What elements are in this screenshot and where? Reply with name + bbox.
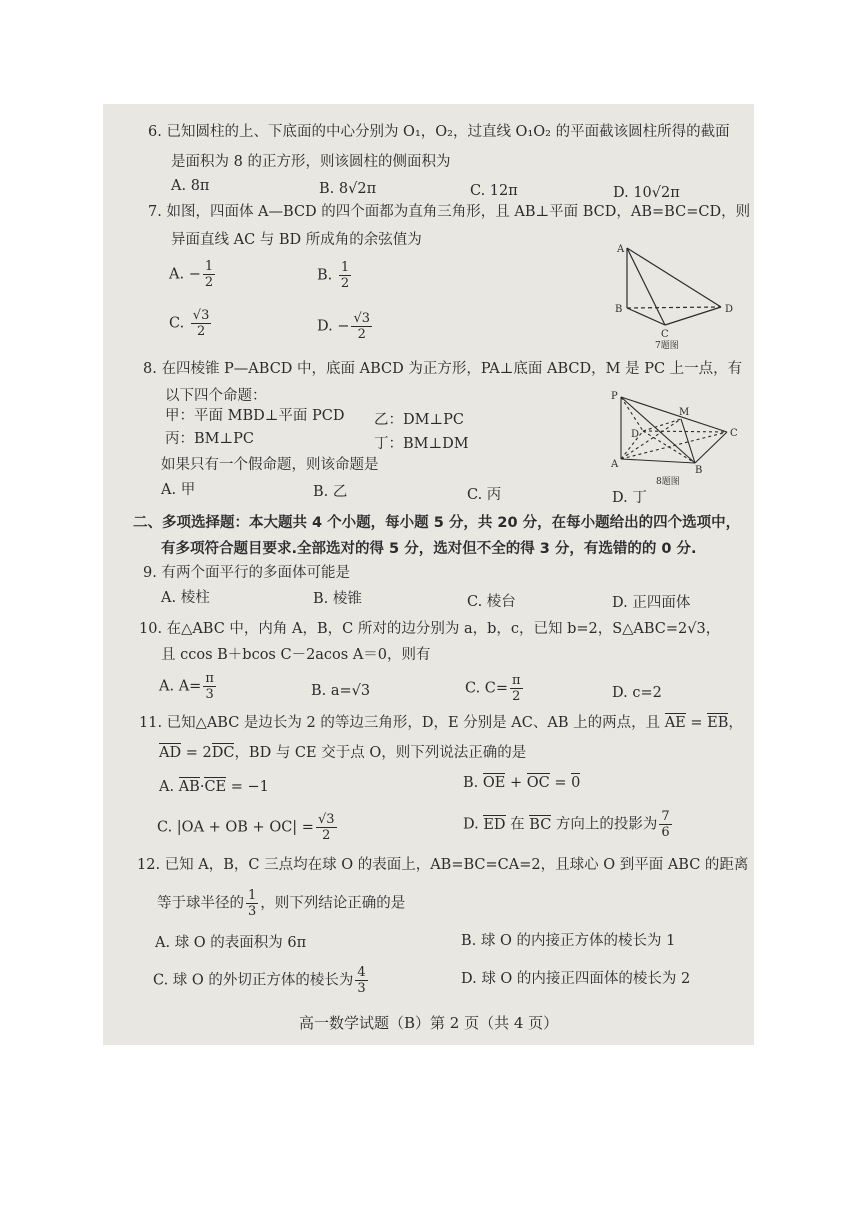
q9-option-d: D. 正四面体	[612, 595, 691, 611]
q12-option-c: C. 球 O 的外切正方体的棱长为 $\frac{4}{3}$	[153, 965, 366, 996]
q10-stem-line1: 10. 在△ABC 中，内角 A，B，C 所对的边分别为 a，b，c，已知 b=2，S△ABC=2√3，	[139, 621, 721, 637]
q11-option-c: C. |OA + OB + OC| = $\frac{√3}{2}$	[157, 812, 335, 843]
q12-stem-line1: 12. 已知 A，B，C 三点均在球 O 的表面上，AB=BC=CA=2，且球心 O 到平面 ABC 的距离	[137, 857, 749, 873]
q7-fig-label-c: C	[661, 329, 669, 340]
q10-option-b: B. a=√3	[311, 683, 371, 699]
q12-option-a: A. 球 O 的表面积为 6π	[155, 935, 307, 951]
q8-fig-label-a: A	[611, 459, 619, 470]
q12-stem-line2: 等于球半径的 $\frac{1}{3}$ ，则下列结论正确的是	[157, 888, 406, 919]
q8-proposition-jia: 甲：平面 MBD⊥平面 PCD	[165, 408, 345, 424]
q8-fig-label-m: M	[679, 407, 690, 418]
q7-option-d: D. − $\frac{√3}{2}$	[317, 311, 371, 342]
q7-option-b: B. $\frac{1}{2}$	[317, 260, 350, 291]
q11-stem-line2: AD = 2DC，BD 与 CE 交于点 O，则下列说法正确的是	[159, 745, 527, 761]
q8-stem-line1: 8. 在四棱锥 P—ABCD 中，底面 ABCD 为正方形，PA⊥底面 ABCD，M 是 PC 上一点，有	[143, 361, 743, 377]
q8-fig-label-d: D	[631, 429, 640, 440]
q9-option-c: C. 棱台	[467, 594, 516, 610]
q8-fig-label-p: P	[611, 391, 618, 402]
q8-option-c: C. 丙	[467, 487, 502, 503]
q8-stem-line5: 如果只有一个假命题，则该命题是	[161, 457, 379, 473]
q8-proposition-bing: 丙：BM⊥PC	[165, 431, 254, 447]
q9-option-a: A. 棱柱	[161, 590, 210, 606]
q7-fig-label-b: B	[615, 304, 623, 315]
q10-option-c: C. C= $\frac{\pi}{2}$	[465, 673, 521, 704]
q7-option-a: A. − $\frac{1}{2}$	[169, 259, 214, 290]
section2-heading-line1: 二、多项选择题：本大题共 4 个小题，每小题 5 分，共 20 分，在每小题给出的四个选项中，	[133, 515, 741, 531]
q8-fig-label-b: B	[695, 465, 703, 476]
q8-option-d: D. 丁	[612, 490, 647, 506]
q7-fig-label-a: A	[617, 244, 625, 255]
page-footer: 高一数学试题（B）第 2 页（共 4 页）	[299, 1014, 559, 1032]
q8-pyramid-figure	[611, 387, 747, 489]
q8-proposition-yi: 乙：DM⊥PC	[374, 412, 464, 428]
q7-tetrahedron-figure	[613, 240, 739, 350]
q8-proposition-ding: 丁：BM⊥DM	[374, 436, 469, 452]
q6-stem-line1: 6. 已知圆柱的上、下底面的中心分别为 O₁，O₂，过直线 O₁O₂ 的平面截该圆柱所得的截面	[148, 124, 730, 140]
q8-option-b: B. 乙	[313, 484, 348, 500]
q12-option-b: B. 球 O 的内接正方体的棱长为 1	[461, 933, 676, 949]
q7-stem-line1: 7. 如图，四面体 A—BCD 的四个面都为直角三角形，且 AB⊥平面 BCD，AB=BC=CD，则	[148, 204, 751, 220]
exam-page	[103, 104, 754, 1045]
q6-option-b: B. 8√2π	[319, 181, 377, 197]
q8-option-a: A. 甲	[161, 482, 196, 498]
q7-fig-label-d: D	[725, 304, 734, 315]
q7-stem-line2: 异面直线 AC 与 BD 所成角的余弦值为	[171, 232, 422, 248]
q6-option-c: C. 12π	[470, 183, 518, 199]
q10-option-d: D. c=2	[612, 685, 662, 701]
section2-heading-line2: 有多项符合题目要求.全部选对的得 5 分，选对但不全的得 3 分，有选错的的 0 分.	[161, 541, 697, 557]
q10-stem-line2: 且 ccos B＋bcos C－2acos A＝0，则有	[161, 647, 431, 663]
q8-fig-label-c: C	[730, 428, 738, 439]
q9-stem: 9. 有两个面平行的多面体可能是	[143, 565, 350, 581]
q6-stem-line2: 是面积为 8 的正方形，则该圆柱的侧面积为	[171, 154, 451, 170]
q11-option-a: A. AB·CE = −1	[159, 779, 269, 795]
q8-stem-line2: 以下四个命题：	[165, 388, 267, 404]
q11-stem-line1: 11. 已知△ABC 是边长为 2 的等边三角形，D，E 分别是 AC、AB 上的两点，且 AE = EB，	[139, 715, 743, 731]
q9-option-b: B. 棱锥	[313, 591, 362, 607]
q7-option-c: C. $\frac{√3}{2}$	[169, 308, 210, 339]
q8-fig-caption: 8题图	[656, 477, 680, 487]
q11-option-b: B. OE + OC = 0	[463, 775, 581, 791]
q7-fig-caption: 7题图	[655, 341, 679, 350]
q6-option-d: D. 10√2π	[613, 185, 680, 201]
q6-option-a: A. 8π	[171, 178, 210, 194]
q11-option-d: D. ED 在 BC 方向上的投影为 $\frac{7}{6}$	[463, 809, 670, 840]
q12-option-d: D. 球 O 的内接正四面体的棱长为 2	[461, 971, 691, 987]
q10-option-a: A. A= $\frac{\pi}{3}$	[159, 671, 214, 702]
